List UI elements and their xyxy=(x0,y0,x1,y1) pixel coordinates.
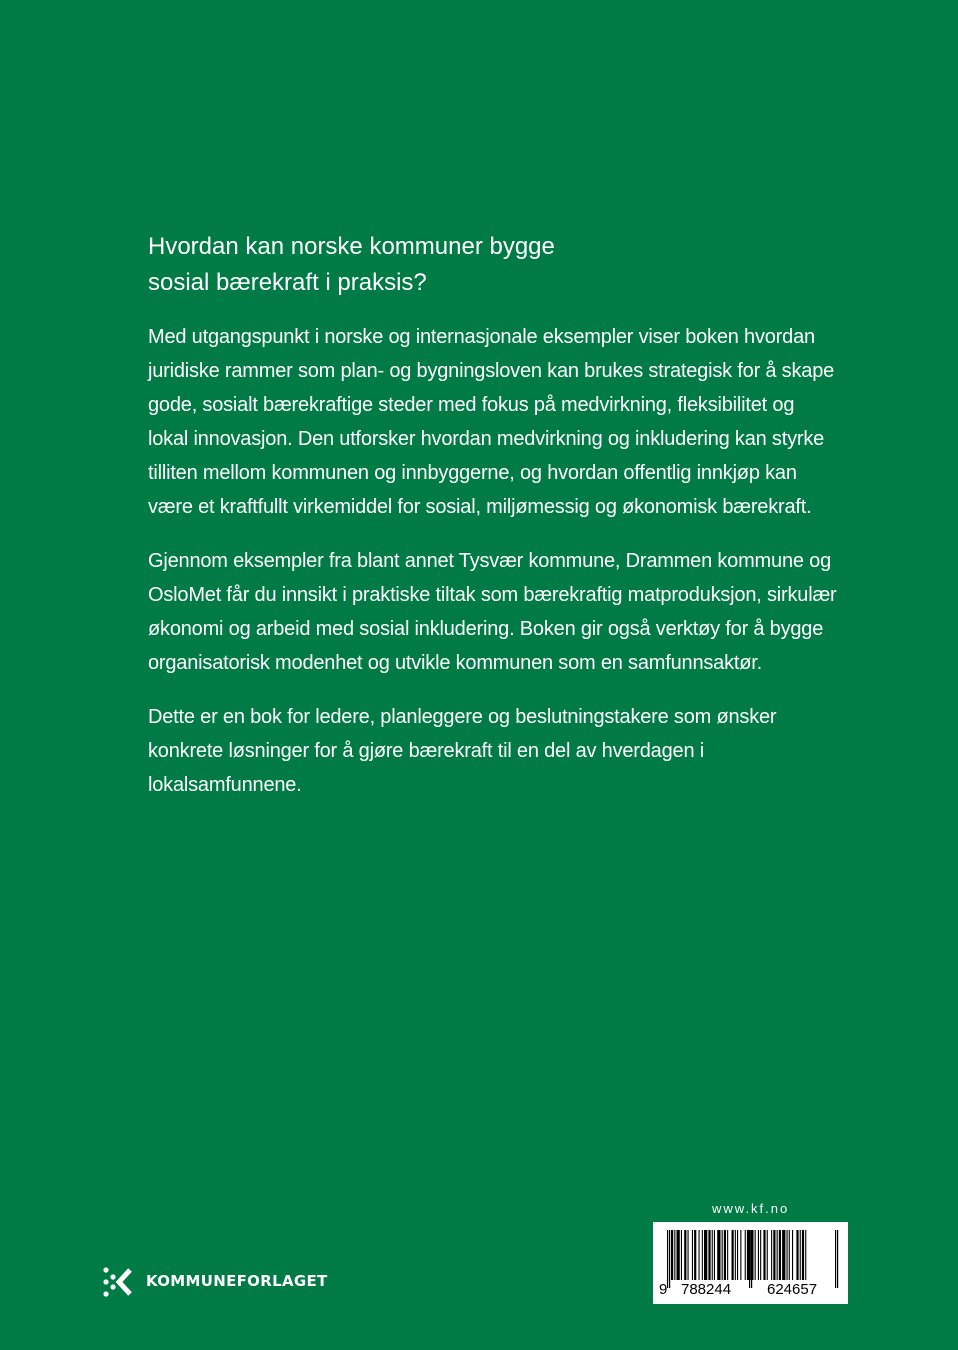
barcode-bar xyxy=(694,1230,696,1280)
barcode-bar xyxy=(792,1230,793,1280)
barcode-bar xyxy=(773,1230,775,1280)
barcode-bar xyxy=(771,1230,772,1280)
kf-logo-icon xyxy=(103,1266,137,1298)
barcode-bar xyxy=(684,1230,686,1280)
barcode-bar xyxy=(688,1230,689,1280)
barcode-bar xyxy=(735,1230,736,1280)
barcode-bar xyxy=(767,1230,768,1280)
barcode-guard-bar xyxy=(669,1230,670,1288)
barcode-bar xyxy=(777,1230,778,1280)
barcode-bar xyxy=(674,1230,675,1280)
barcode-bar xyxy=(727,1230,728,1280)
barcode-bar xyxy=(714,1230,715,1280)
barcode-bar xyxy=(755,1230,756,1280)
blurb-paragraph-2: Gjennom eksempler fra blant annet Tysvær kommune, Drammen kommune og OsloMet får du innsikt i praktiske tiltak som bærekraftig matproduksjon, sirkulær økonomi og arbeid med sosial inkludering. Boken gir også verktøy for å bygge organisatorisk modenhet og utvikle kommunen som en samfunnsaktør. xyxy=(148,550,837,674)
isbn-barcode xyxy=(653,1222,848,1304)
barcode-bar xyxy=(724,1230,726,1280)
barcode-bar xyxy=(692,1230,693,1280)
barcode-bar xyxy=(789,1230,790,1280)
barcode-bar xyxy=(737,1230,738,1280)
barcode-bar xyxy=(722,1230,723,1280)
publisher-name: KOMMUNEFORLAGET xyxy=(146,1272,328,1290)
barcode-bar xyxy=(740,1230,741,1280)
barcode-bar xyxy=(800,1230,801,1280)
barcode-bar xyxy=(699,1230,700,1280)
headline xyxy=(148,229,848,301)
barcode-bar xyxy=(681,1230,682,1280)
blurb-paragraph-3: Dette er en bok for ledere, planleggere og beslutningstakere som ønsker konkrete løsninger for å gjøre bærekraft til en del av hverdagen i lokalsamfunnene. xyxy=(148,706,777,796)
barcode-bar xyxy=(712,1230,713,1280)
barcode-digits xyxy=(659,1281,842,1301)
blurb xyxy=(148,320,838,822)
barcode-bar xyxy=(758,1230,759,1280)
website-url[interactable]: www.kf.no xyxy=(712,1201,790,1216)
barcode-bar xyxy=(745,1230,746,1280)
barcode-bar xyxy=(796,1230,798,1280)
barcode-group-2: 624657 xyxy=(767,1281,818,1298)
barcode-guard-bar xyxy=(667,1230,668,1288)
barcode-guard-bar xyxy=(837,1230,838,1288)
barcode-guard-bar xyxy=(835,1230,836,1288)
headline-line-1: Hvordan kan norske kommuner bygge xyxy=(148,233,555,260)
barcode-bar xyxy=(671,1230,673,1280)
barcode-bar xyxy=(677,1230,680,1280)
barcode-bar xyxy=(717,1230,720,1280)
barcode-bar xyxy=(787,1230,788,1280)
blurb-paragraph-1: Med utgangspunkt i norske og internasjonale eksempler viser boken hvordan juridiske rammer som plan- og bygningsloven kan brukes strategisk for å skape gode, sosialt bærekraftige steder med fokus på medvirkning, fleksibilitet og lokal innovasjon. Den utforsker hvordan medvirkning og inkludering kan styrke tilliten mellom kommunen og innbyggerne, og hvordan offentlig innkjøp kan være et kraftfullt virkemiddel for sosial, miljømessig og økonomisk bærekraft. xyxy=(148,326,835,518)
barcode-guard-bar xyxy=(751,1230,752,1288)
barcode-bar xyxy=(704,1230,707,1280)
barcode-bar xyxy=(805,1230,806,1280)
barcode-first-digit: 9 xyxy=(659,1281,668,1298)
barcode-bar xyxy=(763,1230,765,1280)
barcode-bar xyxy=(708,1230,710,1280)
barcode-guard-bar xyxy=(749,1230,750,1288)
barcode-group-1: 788244 xyxy=(681,1281,732,1298)
barcode-bar xyxy=(760,1230,761,1280)
barcode-bar xyxy=(802,1230,804,1280)
barcode-bar xyxy=(747,1230,749,1280)
barcode-bar xyxy=(732,1230,734,1280)
headline-line-2: sosial bærekraft i praksis? xyxy=(148,269,427,296)
barcode-bar xyxy=(779,1230,781,1280)
barcode-bar xyxy=(702,1230,703,1280)
barcode-bar xyxy=(782,1230,785,1280)
